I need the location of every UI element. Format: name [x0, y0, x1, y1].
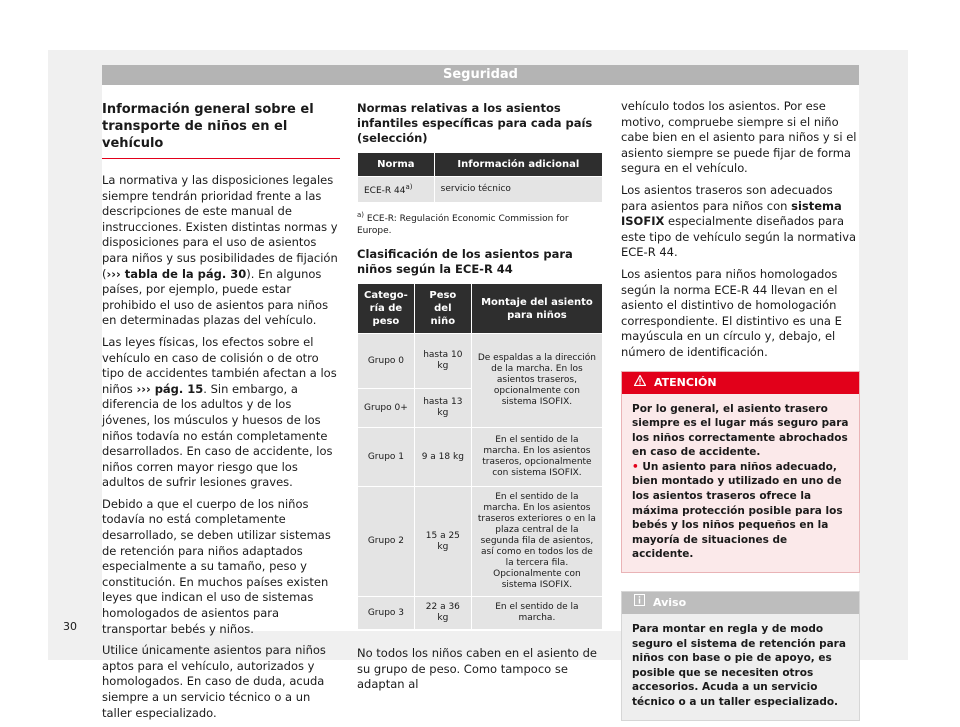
table-cell: En el sentido de la marcha. En los asientos traseros, opcionalmente con sistema ISOFIX.	[472, 428, 602, 486]
warning-triangle-icon	[634, 372, 646, 394]
page-number: 30	[63, 620, 77, 633]
paragraph-physics: Las leyes físicas, los efectos sobre el vehículo en caso de colisión o de otro tipo de accidentes también afectan a los niños ››› pág. 15. Sin embargo, a diferencia de los adultos y de los jóvenes, los músculos y huesos de los niños todavía no están completamente desarrollados. En caso de accidente, los niños corren mayor riesgo que los adultos de sufrir lesiones graves.	[102, 334, 337, 490]
paragraph-isofix: Los asientos traseros son adecuados para asientos para niños con sistema ISOFIX especialmente diseñados para este tipo de vehículo según la normativa ECE-R 44.	[621, 182, 857, 260]
table-reference-link[interactable]: ››› tabla de la pág. 30	[106, 266, 247, 281]
column-1	[102, 85, 340, 727]
country-norms-table	[357, 152, 603, 203]
table-cell: Grupo 1	[358, 428, 414, 486]
table-cell: 9 a 18 kg	[415, 428, 471, 486]
weight-class-table	[357, 283, 603, 630]
paragraph-norms: La normativa y las disposiciones legales siempre tendrán prioridad frente a las descripciones de este manual de instrucciones. Existen distintas normas y disposiciones para el uso de asientos para niños y sus posibilidades de fijación (››› tabla de la pág. 30). En algunos países, por ejemplo, puede estar prohibido el uso de asientos para niños en determinadas plazas del vehículo.	[102, 173, 338, 328]
table-cell: Grupo 2	[358, 487, 414, 596]
table-row	[358, 487, 602, 596]
table-cell: 15 a 25 kg	[415, 487, 471, 596]
table-cell: En el sentido de la marcha.	[472, 597, 602, 629]
table-cell: Grupo 0+	[358, 389, 414, 427]
table1-cell-info: servicio técnico	[435, 177, 602, 202]
table2-title: Clasificación de los asientos para niños según la ECE-R 44	[357, 247, 573, 276]
page-reference-link[interactable]: ››› pág. 15	[136, 381, 204, 396]
warning-text-1: Por lo general, el asiento trasero siempre es el lugar más seguro para los niños correctamente abrochados en caso de accidente.	[632, 402, 849, 459]
warning-box	[621, 371, 860, 574]
warning-text-2: • Un asiento para niños adecuado, bien montado y utilizado en uno de los asientos traseros ofrece la máxima protección posible para los bebés y los niños pequeños en la mayoría de situaciones de accidente.	[632, 460, 843, 561]
table2-header-category: Catego-ría de peso	[358, 284, 414, 333]
table-cell: De espaldas a la dirección de la marcha. En los asientos traseros, opcionalmente con sistema ISOFIX.	[472, 334, 602, 427]
table2-header-weight: Peso del niño	[415, 284, 471, 333]
page-content	[102, 85, 859, 720]
section-header: Seguridad	[102, 65, 859, 85]
table-row	[358, 177, 602, 202]
table-cell: Grupo 0	[358, 334, 414, 388]
column-2	[357, 85, 603, 699]
info-icon	[634, 592, 645, 614]
column-3	[621, 85, 860, 721]
table1-header-info: Información adicional	[435, 153, 602, 176]
table2-header-mounting: Montaje del asiento para niños	[472, 284, 602, 333]
table-row	[358, 334, 602, 388]
paragraph-seat-check: vehículo todos los asientos. Por ese motivo, compruebe siempre si el niño cabe bien en el asiento para niños y si el asiento siempre se puede fijar de forma segura en el vehículo.	[621, 99, 857, 176]
warning-body	[622, 394, 859, 573]
table-cell: hasta 10 kg	[415, 334, 471, 388]
note-header: Aviso	[622, 592, 859, 614]
paragraph-approved-seats: Utilice únicamente asientos para niños aptos para el vehículo, autorizados y homologados. En caso de duda, acuda siempre a un servicio técnico o a un taller especializado.	[102, 643, 326, 720]
table-cell: 22 a 36 kg	[415, 597, 471, 629]
table-cell: Grupo 3	[358, 597, 414, 629]
warning-header: ATENCIÓN	[622, 372, 859, 394]
section-title: Información general sobre el transporte de niños en el vehículo	[102, 101, 340, 159]
paragraph-fit-note: No todos los niños caben en el asiento de su grupo de peso. Como tampoco se adaptan al	[357, 646, 597, 692]
note-box	[621, 591, 860, 721]
paragraph-homologation: Los asientos para niños homologados según la norma ECE-R 44 llevan en el asiento el distintivo de homologación correspondiente. El distintivo es una E mayúscula en un círculo y, debajo, el número de identificación.	[621, 266, 842, 359]
table-cell: hasta 13 kg	[415, 389, 471, 427]
table1-title: Normas relativas a los asientos infantiles específicas para cada país (selección)	[357, 101, 593, 145]
note-body: Para montar en regla y de modo seguro el sistema de retención para niños con base o pie de apoyo, es posible que se necesiten otros accesorios. Acuda a un servicio técnico o a un taller especializado.	[632, 623, 846, 708]
table1-header-norma: Norma	[358, 153, 434, 176]
table-cell: En el sentido de la marcha. En los asientos traseros exteriores o en la plaza central de la segunda fila de asientos, así como en todos los de la tercera fila. Opcionalmente con sistema ISOFIX.	[472, 487, 602, 596]
table-row	[358, 597, 602, 629]
table-row	[358, 428, 602, 486]
table1-cell-norma: ECE-R 44$^{a)}$	[358, 177, 434, 202]
footnote: $^{a)}$ ECE-R: Regulación Economic Commission for Europe.	[357, 211, 569, 236]
paragraph-body-development: Debido a que el cuerpo de los niños todavía no está completamente desarrollado, se deben utilizar sistemas de retención para niños adaptados especialmente a su tamaño, peso y constitución. En muchos países existen leyes que indican el uso de sistemas homologados de asientos para transportar bebés y niños.	[102, 496, 331, 636]
